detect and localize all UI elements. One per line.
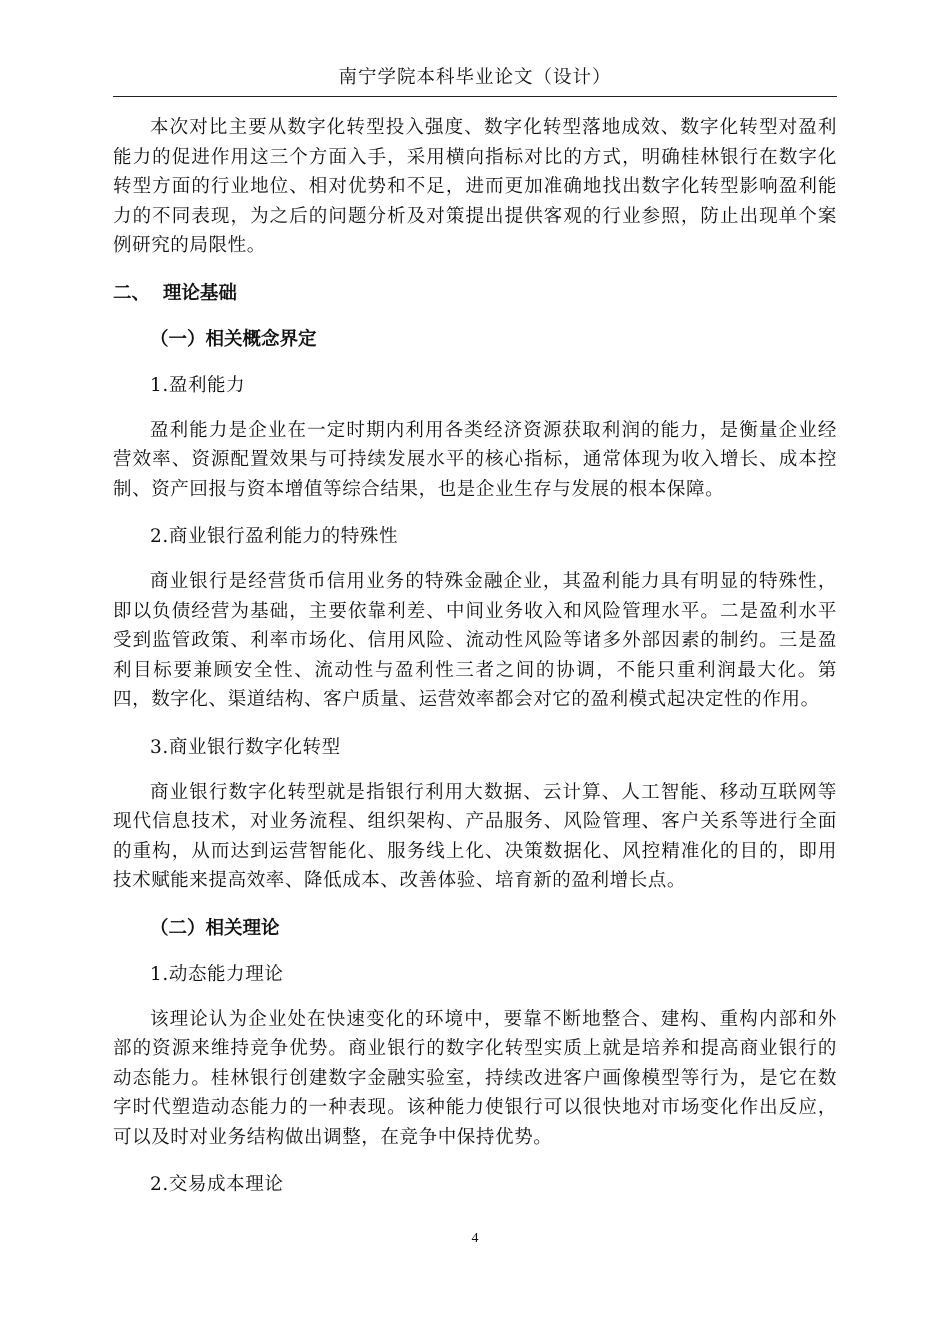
paragraph-digital-transformation: 商业银行数字化转型就是指银行利用大数据、云计算、人工智能、移动互联网等现代信息技术，对业务流程、组织架构、产品服务、风险管理、客户关系等进行全面的重构，从而达到运营智能化、服务线上化、决策数据化、风控精准化的目的，即用技术赋能来提高效率、降低成本、改善体验、培育新的盈利增长点。	[113, 781, 837, 891]
document-body	[113, 113, 837, 1215]
header-title: 南宁学院本科毕业论文（设计）	[338, 67, 612, 88]
item-heading-dynamic-capability: 1.动态能力理论	[150, 963, 284, 985]
subsection-heading-concepts: （一）相关概念界定	[150, 328, 317, 350]
subsection-heading-theories: （二）相关理论	[150, 917, 280, 939]
item-heading-bank-profitability: 2.商业银行盈利能力的特殊性	[150, 526, 399, 547]
intro-paragraph: 本次对比主要从数字化转型投入强度、数字化转型落地成效、数字化转型对盈利能力的促进作用这三个方面入手，采用横向指标对比的方式，明确桂林银行在数字化转型方面的行业地位、相对优势和不足，进而更加准确地找出数字化转型影响盈利能力的不同表现，为之后的问题分析及对策提出提供客观的行业参照，防止出现单个案例研究的局限性。	[113, 117, 837, 256]
paragraph-profitability: 盈利能力是企业在一定时期内利用各类经济资源获取利润的能力，是衡量企业经营效率、资源配置效果与可持续发展水平的核心指标，通常体现为收入增长、成本控制、资产回报与资本增值等综合结果，也是企业生存与发展的根本保障。	[113, 419, 837, 500]
paragraph-bank-profitability: 商业银行是经营货币信用业务的特殊金融企业，其盈利能力具有明显的特殊性，即以负债经营为基础，主要依靠利差、中间业务收入和风险管理水平。二是盈利水平受到监管政策、利率市场化、信用风险、流动性风险等诸多外部因素的制约。三是盈利目标要兼顾安全性、流动性与盈利性三者之间的协调，不能只重利润最大化。第四，数字化、渠道结构、客户质量、运营效率都会对它的盈利模式起决定性的作用。	[113, 571, 837, 710]
item-heading-digital-transformation: 3.商业银行数字化转型	[150, 736, 341, 758]
page-header	[113, 60, 837, 97]
section-heading-theory: 二、 理论基础	[113, 282, 237, 304]
item-heading-transaction-cost: 2.交易成本理论	[150, 1174, 284, 1195]
item-heading-profitability: 1.盈利能力	[150, 374, 246, 396]
paragraph-dynamic-capability: 该理论认为企业处在快速变化的环境中，要靠不断地整合、建构、重构内部和外部的资源来维持竞争优势。商业银行的数字化转型实质上就是培养和提高商业银行的动态能力。桂林银行创建数字金融实验室，持续改进客户画像模型等行为，是它在数字时代塑造动态能力的一种表现。该种能力使银行可以很快地对市场变化作出反应，可以及时对业务结构做出调整，在竞争中保持优势。	[113, 1008, 837, 1148]
page-number: 4	[471, 1231, 479, 1246]
